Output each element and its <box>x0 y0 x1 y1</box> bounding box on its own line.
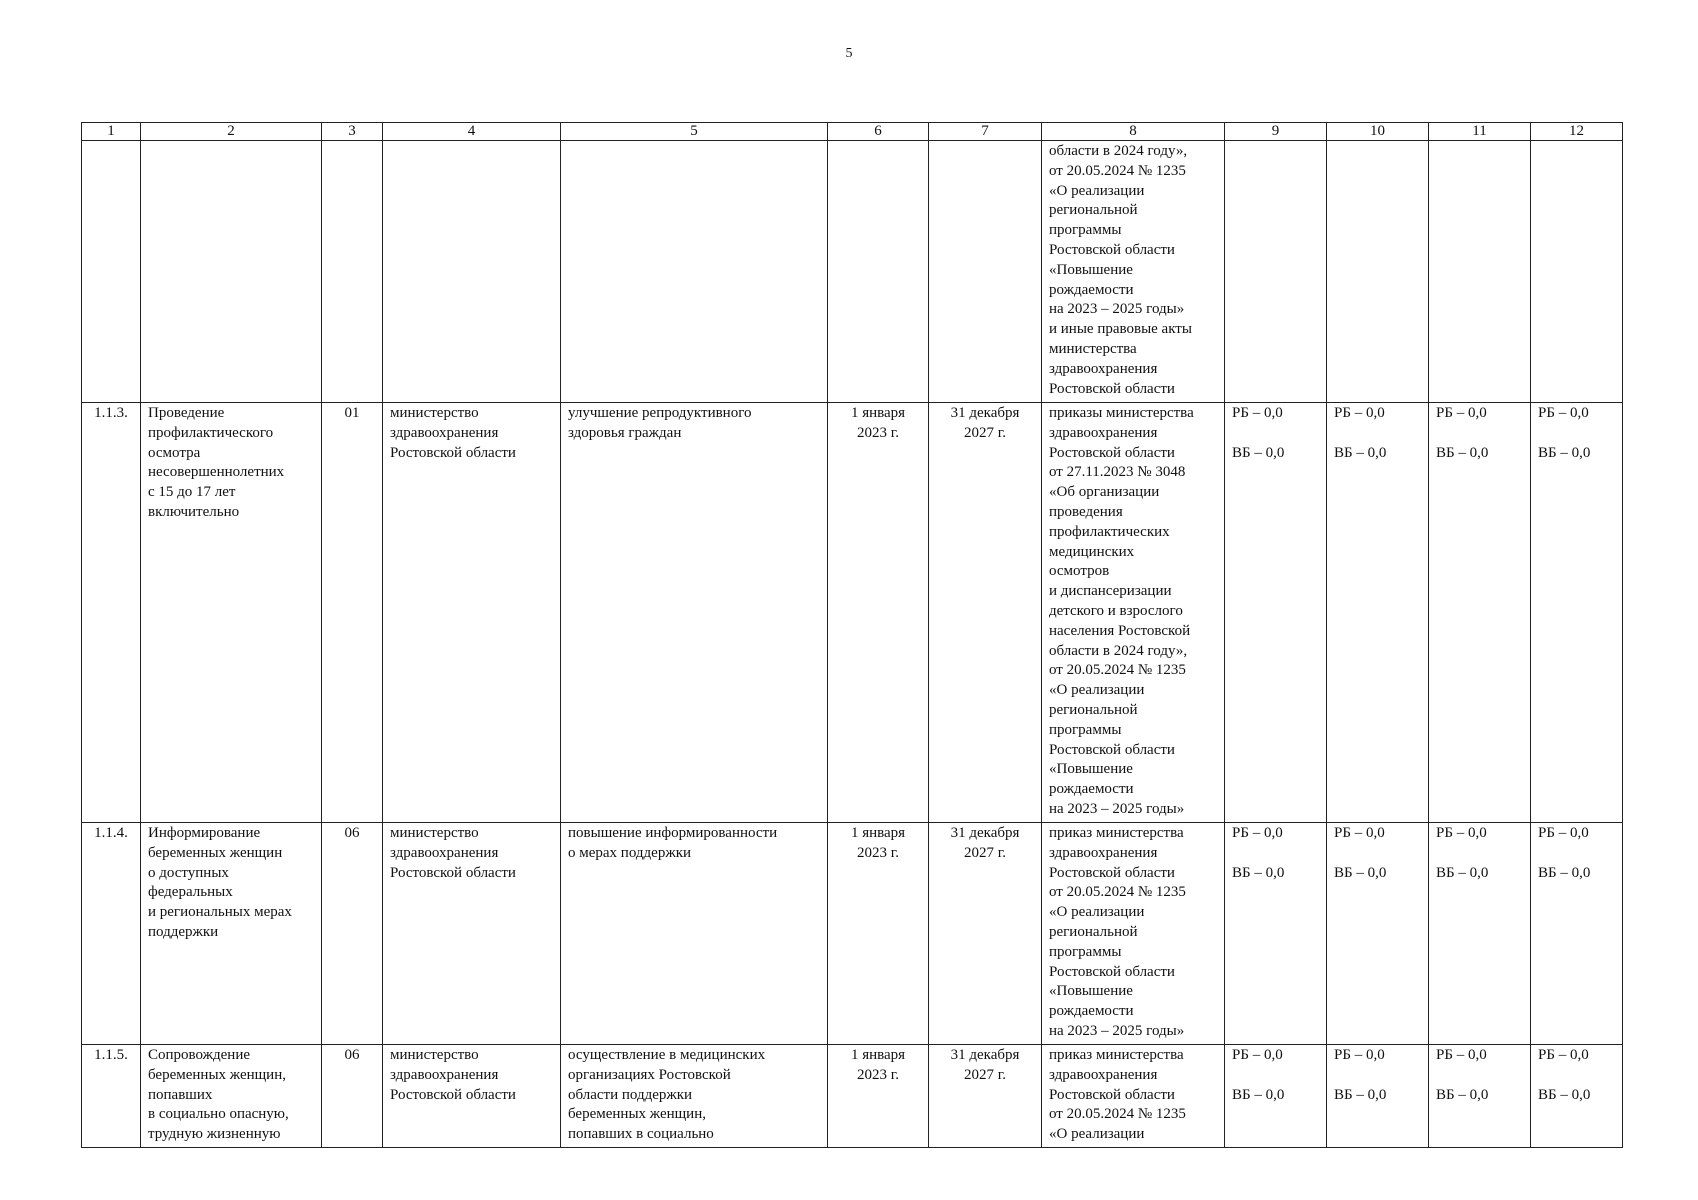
column-header: 2 <box>141 123 322 141</box>
code: 06 <box>322 823 383 1045</box>
measure-name: Информирование беременных женщин о доступных федеральных и региональных мерах поддержки <box>141 823 322 1045</box>
funding-vb: ВБ – 0,0 <box>1436 864 1489 881</box>
funding-cell <box>1225 141 1327 403</box>
row-id: 1.1.3. <box>82 403 141 823</box>
legal-acts: приказ министерства здравоохранения Ростовской области от 20.05.2024 № 1235 «О реализации <box>1042 1045 1225 1148</box>
column-header: 7 <box>929 123 1042 141</box>
funding-cell <box>1429 141 1531 403</box>
funding-rb: РБ – 0,0 <box>1436 405 1487 421</box>
funding-cell <box>1531 141 1623 403</box>
funding-rb: РБ – 0,0 <box>1232 825 1283 841</box>
funding-cell <box>1225 403 1327 823</box>
measures-table <box>81 122 1623 1148</box>
funding-vb: ВБ – 0,0 <box>1538 864 1591 881</box>
start-date: 1 января 2023 г. <box>828 403 929 823</box>
table-row <box>82 823 1623 1045</box>
row-id <box>82 141 141 403</box>
funding-cell <box>1327 1045 1429 1148</box>
column-header: 11 <box>1429 123 1531 141</box>
code: 01 <box>322 403 383 823</box>
end-date: 31 декабря 2027 г. <box>929 1045 1042 1148</box>
legal-acts: приказ министерства здравоохранения Ростовской области от 20.05.2024 № 1235 «О реализации региональной программы Ростовской области «Повышение рождаемости на 2023 – 2025 годы» <box>1042 823 1225 1045</box>
funding-vb: ВБ – 0,0 <box>1436 444 1489 461</box>
expected-result: осуществление в медицинских организациях Ростовской области поддержки беременных женщин, попавших в социально <box>561 1045 828 1148</box>
page-number: 5 <box>845 46 853 61</box>
expected-result: улучшение репродуктивного здоровья граждан <box>561 403 828 823</box>
start-date <box>828 141 929 403</box>
legal-acts: области в 2024 году», от 20.05.2024 № 1235 «О реализации региональной программы Ростовской области «Повышение рождаемости на 2023 – 2025 годы» и иные правовые акты министерства здравоохранения Ростовской области <box>1042 141 1225 403</box>
end-date: 31 декабря 2027 г. <box>929 823 1042 1045</box>
table-row <box>82 403 1623 823</box>
funding-cell <box>1327 403 1429 823</box>
funding-rb: РБ – 0,0 <box>1232 405 1283 421</box>
funding-vb: ВБ – 0,0 <box>1232 1086 1285 1103</box>
legal-acts: приказы министерства здравоохранения Ростовской области от 27.11.2023 № 3048 «Об организации проведения профилактических медицинских осмотров и диспансеризации детского и взрослого населения Ростовской области в 2024 году», от 20.05.2024 № 1235 «О реализации региональной программы Ростовской области «Повышение рождаемости на 2023 – 2025 годы» <box>1042 403 1225 823</box>
funding-rb: РБ – 0,0 <box>1232 1047 1283 1063</box>
code <box>322 141 383 403</box>
funding-vb: ВБ – 0,0 <box>1436 1086 1489 1103</box>
funding-cell <box>1225 823 1327 1045</box>
column-header: 3 <box>322 123 383 141</box>
funding-rb: РБ – 0,0 <box>1436 1047 1487 1063</box>
funding-rb: РБ – 0,0 <box>1538 405 1589 421</box>
column-header: 1 <box>82 123 141 141</box>
funding-rb: РБ – 0,0 <box>1538 1047 1589 1063</box>
end-date: 31 декабря 2027 г. <box>929 403 1042 823</box>
funding-cell <box>1429 1045 1531 1148</box>
start-date: 1 января 2023 г. <box>828 823 929 1045</box>
column-header: 5 <box>561 123 828 141</box>
funding-cell <box>1327 823 1429 1045</box>
funding-cell <box>1531 823 1623 1045</box>
executor: министерство здравоохранения Ростовской области <box>383 403 561 823</box>
funding-cell <box>1531 403 1623 823</box>
end-date <box>929 141 1042 403</box>
funding-vb: ВБ – 0,0 <box>1538 1086 1591 1103</box>
table-row <box>82 1045 1623 1148</box>
table-row <box>82 141 1623 403</box>
funding-rb: РБ – 0,0 <box>1538 825 1589 841</box>
expected-result: повышение информированности о мерах поддержки <box>561 823 828 1045</box>
funding-rb: РБ – 0,0 <box>1334 825 1385 841</box>
column-header: 9 <box>1225 123 1327 141</box>
row-id: 1.1.5. <box>82 1045 141 1148</box>
funding-vb: ВБ – 0,0 <box>1232 444 1285 461</box>
funding-cell <box>1225 1045 1327 1148</box>
funding-rb: РБ – 0,0 <box>1334 405 1385 421</box>
funding-cell <box>1531 1045 1623 1148</box>
column-header: 6 <box>828 123 929 141</box>
funding-cell <box>1429 823 1531 1045</box>
code: 06 <box>322 1045 383 1148</box>
measure-name: Проведение профилактического осмотра несовершеннолетних с 15 до 17 лет включительно <box>141 403 322 823</box>
column-header: 12 <box>1531 123 1623 141</box>
measure-name: Сопровождение беременных женщин, попавших в социально опасную, трудную жизненную <box>141 1045 322 1148</box>
row-id: 1.1.4. <box>82 823 141 1045</box>
funding-rb: РБ – 0,0 <box>1334 1047 1385 1063</box>
start-date: 1 января 2023 г. <box>828 1045 929 1148</box>
executor: министерство здравоохранения Ростовской области <box>383 823 561 1045</box>
column-header: 4 <box>383 123 561 141</box>
funding-vb: ВБ – 0,0 <box>1538 444 1591 461</box>
funding-vb: ВБ – 0,0 <box>1232 864 1285 881</box>
funding-vb: ВБ – 0,0 <box>1334 1086 1387 1103</box>
funding-rb: РБ – 0,0 <box>1436 825 1487 841</box>
funding-vb: ВБ – 0,0 <box>1334 864 1387 881</box>
measure-name <box>141 141 322 403</box>
column-number-row <box>82 123 1623 141</box>
column-header: 10 <box>1327 123 1429 141</box>
funding-cell <box>1429 403 1531 823</box>
funding-vb: ВБ – 0,0 <box>1334 444 1387 461</box>
executor: министерство здравоохранения Ростовской области <box>383 1045 561 1148</box>
column-header: 8 <box>1042 123 1225 141</box>
executor <box>383 141 561 403</box>
funding-cell <box>1327 141 1429 403</box>
expected-result <box>561 141 828 403</box>
